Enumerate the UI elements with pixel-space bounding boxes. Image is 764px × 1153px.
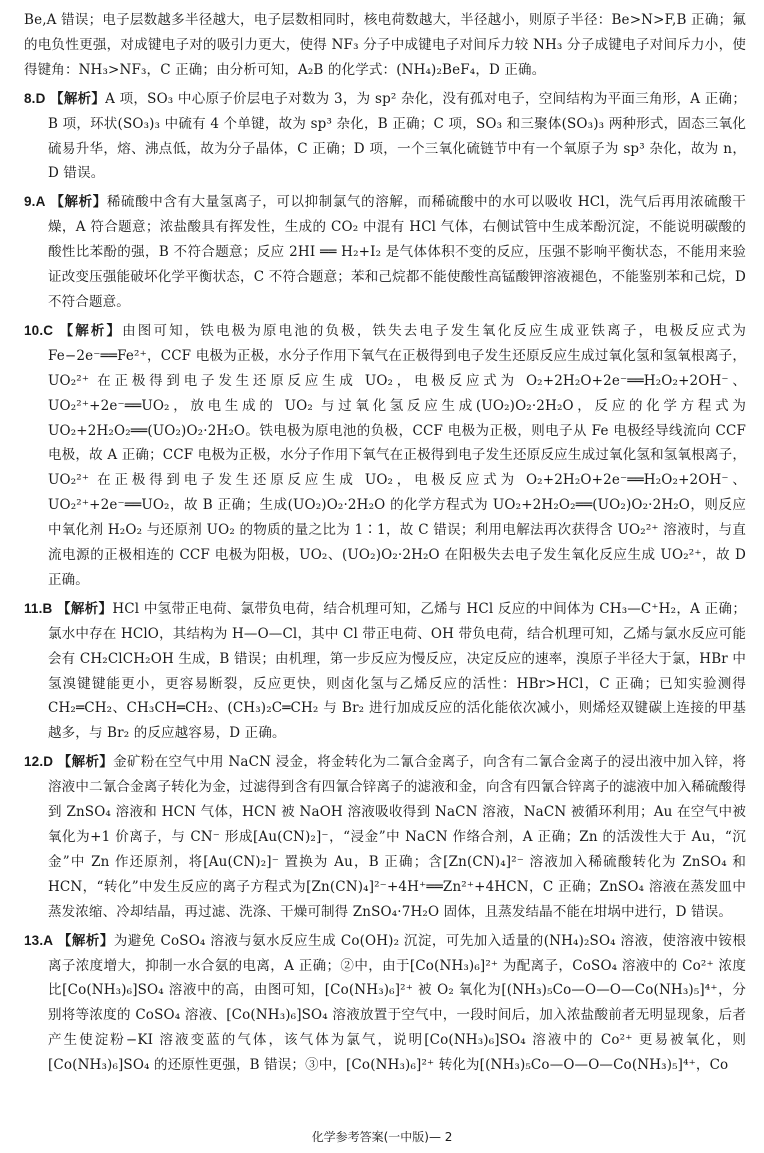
item-number: 8. [24,90,36,106]
item-answer: C [43,322,54,338]
analysis-tag: 【解析】 [50,90,106,106]
item-answer: A [43,932,54,948]
item-answer: D [43,754,54,770]
analysis-tag: 【解析】 [57,932,114,948]
item-answer: B [42,600,53,616]
answer-item-8 [24,87,746,187]
item-number: 13. [24,932,44,948]
intro-paragraph: Be,A 错误；电子层数越多半径越大，电子层数相同时，核电荷数越大，半径越小，则原子半径：Be>N>F,B 正确；氟的电负性更强，对成键电子对的吸引力更大，使得 NF₃ 分子中成键电子对间斥力较 NH₃ 分子成键电子对间斥力小，使得键角：NH₃>NF₃，C 正确；由分析可知，A₂B 的化学式：(NH₄)₂BeF₄，D 正确。 [24,12,746,78]
analysis-tag: 【解析】 [59,322,123,338]
answer-item-12 [24,750,746,924]
item-body: HCl 中氢带正电荷、氯带负电荷，结合机理可知，乙烯与 HCl 反应的中间体为 CH₃—C⁺H₂，A 正确；氯水中存在 HClO，其结构为 H—O—Cl，其中 Cl 带正电荷、OH 带负电荷，结合机理可知，乙烯与氯水反应可能会有 CH₂ClCH₂OH 生成，B 错误；由机理，第一步反应为慢反应，决定反应的速率，溴原子半径大于氯，HBr 中氢溴键键能更小，更容易断裂，反应更快，则卤化氢与乙烯反应的活性：HBr>HCl，C 正确；已知实验测得 CH₂═CH₂、CH₃CH═CH₂、(CH₃)₂C═CH₂ 与 Br₂ 进行加成反应的活化能依次减小，则烯烃双键碳上连接的甲基越多，与 Br₂ 的反应越容易，D 正确。 [48,600,746,742]
item-body: 由图可知，铁电极为原电池的负极，铁失去电子发生氧化反应生成亚铁离子，电极反应式为 Fe−2e⁻══Fe²⁺，CCF 电极为正极，水分子作用下氧气在正极得到电子发生还原反应生成过氧化氢和氢氧根离子，UO₂²⁺ 在正极得到电子发生还原反应生成 UO₂，电极反应式为 O₂+2H₂O+2e⁻══H₂O₂+2OH⁻、UO₂²⁺+2e⁻══UO₂，放电生成的 UO₂ 与过氧化氢反应生成(UO₂)O₂·2H₂O，反应的化学方程式为 UO₂+2H₂O₂══(UO₂)O₂·2H₂O。铁电极为原电池的负极，CCF 电极为正极，则电子从 Fe 电极经导线流向 CCF 电极，故 A 正确；CCF 电极为正极，水分子作用下氧气在正极得到电子发生还原反应生成过氧化氢和氢氧根离子，UO₂²⁺ 在正极得到电子发生还原反应生成 UO₂，电极反应式为 O₂+2H₂O+2e⁻══H₂O₂+2OH⁻、UO₂²⁺+2e⁻══UO₂，故 B 正确；生成(UO₂)O₂·2H₂O 的化学方程式为 UO₂+2H₂O₂══(UO₂)O₂·2H₂O，则反应中氧化剂 H₂O₂ 与还原剂 UO₂ 的物质的量之比为 1∶1，故 C 错误；利用电解法再次获得含 UO₂²⁺ 溶液时，与直流电源的正极相连的 CCF 电极为阳极，UO₂、(UO₂)O₂·2H₂O 在阳极失去电子发生氧化反应生成 UO₂²⁺，故 D 正确。 [48,322,746,588]
analysis-tag: 【解析】 [57,754,114,770]
answer-item-10 [24,319,746,593]
analysis-tag: 【解析】 [50,194,107,210]
answer-item-13 [24,929,746,1078]
item-answer: A [35,194,46,210]
item-number: 12. [24,754,44,770]
answer-item-11 [24,597,746,746]
analysis-tag: 【解析】 [57,600,113,616]
answer-text [24,8,746,1082]
item-body: A 项，SO₃ 中心原子价层电子对数为 3，为 sp² 杂化，没有孤对电子，空间结构为平面三角形，A 正确；B 项，环状(SO₃)₃ 中硫有 4 个单键，故为 sp³ 杂化，B 正确；C 项，SO₃ 和三聚体(SO₃)₃ 两种形式，固态三氧化硫易升华，熔、沸点低，故为分子晶体，C 正确；D 项，一个三氧化硫链节中有一个氧原子为 sp³ 杂化，故为 n，D 错误。 [48,90,746,182]
item-body: 金矿粉在空气中用 NaCN 浸金，将金转化为二氰合金离子，向含有二氰合金离子的浸出液中加入锌，将溶液中二氰合金离子转化为金，过滤得到含有四氰合锌离子的滤液和金，向含有四氰合锌离子的滤液中加入稀硫酸得到 ZnSO₄ 溶液和 HCN 气体，HCN 被 NaOH 溶液吸收得到 NaCN 溶液，NaCN 被循环利用；Au 在空气中被氧化为+1 价离子，与 CN⁻ 形成[Au(CN)₂]⁻，“浸金”中 NaCN 作络合剂，A 正确；Zn 的活泼性大于 Au，“沉金”中 Zn 作还原剂，将[Au(CN)₂]⁻ 置换为 Au，B 正确；含[Zn(CN)₄]²⁻ 溶液加入稀硫酸转化为 ZnSO₄ 和 HCN，“转化”中发生反应的离子方程式为[Zn(CN)₄]²⁻+4H⁺══Zn²⁺+4HCN，C 正确；ZnSO₄ 溶液在蒸发皿中蒸发浓缩、冷却结晶，再过滤、洗涤、干燥可制得 ZnSO₄·7H₂O 固体，且蒸发结晶不能在坩埚中进行，D 错误。 [48,754,746,920]
item-body: 为避免 CoSO₄ 溶液与氨水反应生成 Co(OH)₂ 沉淀，可先加入适量的(NH₄)₂SO₄ 溶液，使溶液中铵根离子浓度增大，抑制一水合氨的电离，A 正确；②中，由于[Co(NH₃)₆]²⁺ 为配离子，CoSO₄ 溶液中的 Co²⁺ 浓度比[Co(NH₃)₆]SO₄ 溶液中的高，由图可知，[Co(NH₃)₆]²⁺ 被 O₂ 氧化为[(NH₃)₅Co—O—O—Co(NH₃)₅]⁴⁺，分别将等浓度的 CoSO₄ 溶液、[Co(NH₃)₆]SO₄ 溶液放置于空气中，一段时间后，加入浓盐酸前者无明显现象，后者产生使淀粉−KI 溶液变蓝的气体，该气体为氯气，说明[Co(NH₃)₆]SO₄ 溶液中的 Co²⁺ 更易被氧化，则[Co(NH₃)₆]SO₄ 的还原性更强，B 错误；③中，[Co(NH₃)₆]²⁺ 转化为[(NH₃)₅Co—O—O—Co(NH₃)₅]⁴⁺，Co [48,932,746,1074]
answer-item-9 [24,190,746,315]
item-body: 稀硫酸中含有大量氢离子，可以抑制氯气的溶解，而稀硫酸中的水可以吸收 HCl，洗气后再用浓硫酸干燥，A 符合题意；浓盐酸具有挥发性，生成的 CO₂ 中混有 HCl 气体，右侧试管中生成苯酚沉淀，不能说明碳酸的酸性比苯酚的强，B 不符合题意；反应 2HI ══ H₂+I₂ 是气体体积不变的反应，压强不影响平衡状态，不能用来验证改变压强能破坏化学平衡状态，C 不符合题意；苯和己烷都不能使酸性高锰酸钾溶液褪色，不能鉴别苯和己烷，D 不符合题意。 [48,194,746,310]
item-number: 9. [24,194,36,210]
item-answer: D [35,90,46,106]
item-number: 11. [24,600,43,616]
page-footer: 化学参考答案(一中版)— 2 [311,1130,453,1144]
item-number: 10. [24,322,44,338]
